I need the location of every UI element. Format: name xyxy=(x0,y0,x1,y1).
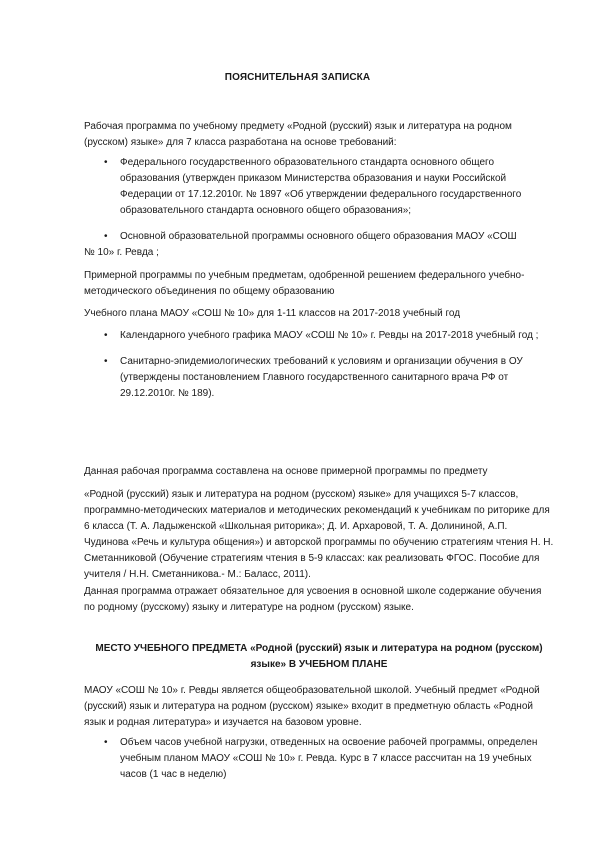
school-paragraph: № 10» г. Ревда ; xyxy=(84,247,159,258)
list-item: • Основной образовательной программы основного общего образования МАОУ «СОШ xyxy=(84,229,554,245)
bullet-icon: • xyxy=(104,231,108,242)
school-type-paragraph: МАОУ «СОШ № 10» г. Ревды является общеобразовательной школой. Учебный предмет «Родной (русский) язык и литература на родном (русском) языке» входит в предметную область «Родной язык и родная литература» и изучается на базовом уровне. xyxy=(84,685,540,728)
requirements-list xyxy=(84,155,554,245)
page-title: ПОЯСНИТЕЛЬНАЯ ЗАПИСКА xyxy=(224,72,371,83)
list-item: • Санитарно-эпидемиологических требований к условиям и организации обучения в ОУ (утверждены постановлением Главного государственного санитарного врача РФ от 29.12.2010г. № 189). xyxy=(104,356,523,399)
bullet-icon: • xyxy=(104,356,108,367)
plan-paragraph: Учебного плана МАОУ «СОШ № 10» для 1-11 классов на 2017-2018 учебный год xyxy=(84,308,461,319)
section-heading: МЕСТО УЧЕБНОГО ПРЕДМЕТА «Родной (русский) язык и литература на родном (русском) языке» В УЧЕБНОМ ПЛАНЕ xyxy=(95,643,543,670)
requirements-list-2 xyxy=(84,328,554,402)
hours-list xyxy=(84,735,554,783)
bullet-icon: • xyxy=(104,737,108,748)
reflects-paragraph: Данная программа отражает обязательное для усвоения в основной школе содержание обучения по родному (русскому) языку и литературе на родном (русском) языке. xyxy=(84,586,542,613)
primer-paragraph: Примерной программы по учебным предметам, одобренной решением федерального учебно-методического объединения по общему образованию xyxy=(84,270,525,297)
list-item: • Объем часов учебной нагрузки, отведенных на освоение рабочей программы, определен учебным планом МАОУ «СОШ № 10» г. Ревда. Курс в 7 классе рассчитан на 19 учебных часов (1 час в неделю) xyxy=(104,737,538,780)
bullet-icon: • xyxy=(104,157,108,168)
based-paragraph: Данная рабочая программа составлена на основе примерной программы по предмету xyxy=(84,466,488,477)
bullet-icon: • xyxy=(104,330,108,341)
subject-paragraph: «Родной (русский) язык и литература на родном (русском) языке» для учащихся 5-7 классов, программно-методических материалов и методических рекомендаций к учебникам по риторике для 6 класса (Т. А. Ладыженской «Школьная риторика»; Д. И. Архаровой, Т. А. Долининой, А.П. Чудинова «Речь и культура общения») и авторской программы по обучению стратегиям чтения Н. Н. Сметанниковой (Обучение стратегиям чтения в 5-9 классах: как реализовать ФГОС. Пособие для учителя / Н.Н. Сметанникова.- М.: Баласс, 2011). xyxy=(84,489,554,580)
list-item: • Календарного учебного графика МАОУ «СОШ № 10» г. Ревды на 2017-2018 учебный год ; xyxy=(84,328,554,344)
intro-paragraph: Рабочая программа по учебному предмету «Родной (русский) язык и литература на родном (русском) языке» для 7 класса разработана на основе требований: xyxy=(84,121,512,148)
list-item: • Федерального государственного образовательного стандарта основного общего образования (утвержден приказом Министерства образования и науки Российской Федерации от 17.12.2010г. № 1897 «Об утверждении федерального государственного образовательного стандарта основного общего образования»; xyxy=(104,157,522,216)
